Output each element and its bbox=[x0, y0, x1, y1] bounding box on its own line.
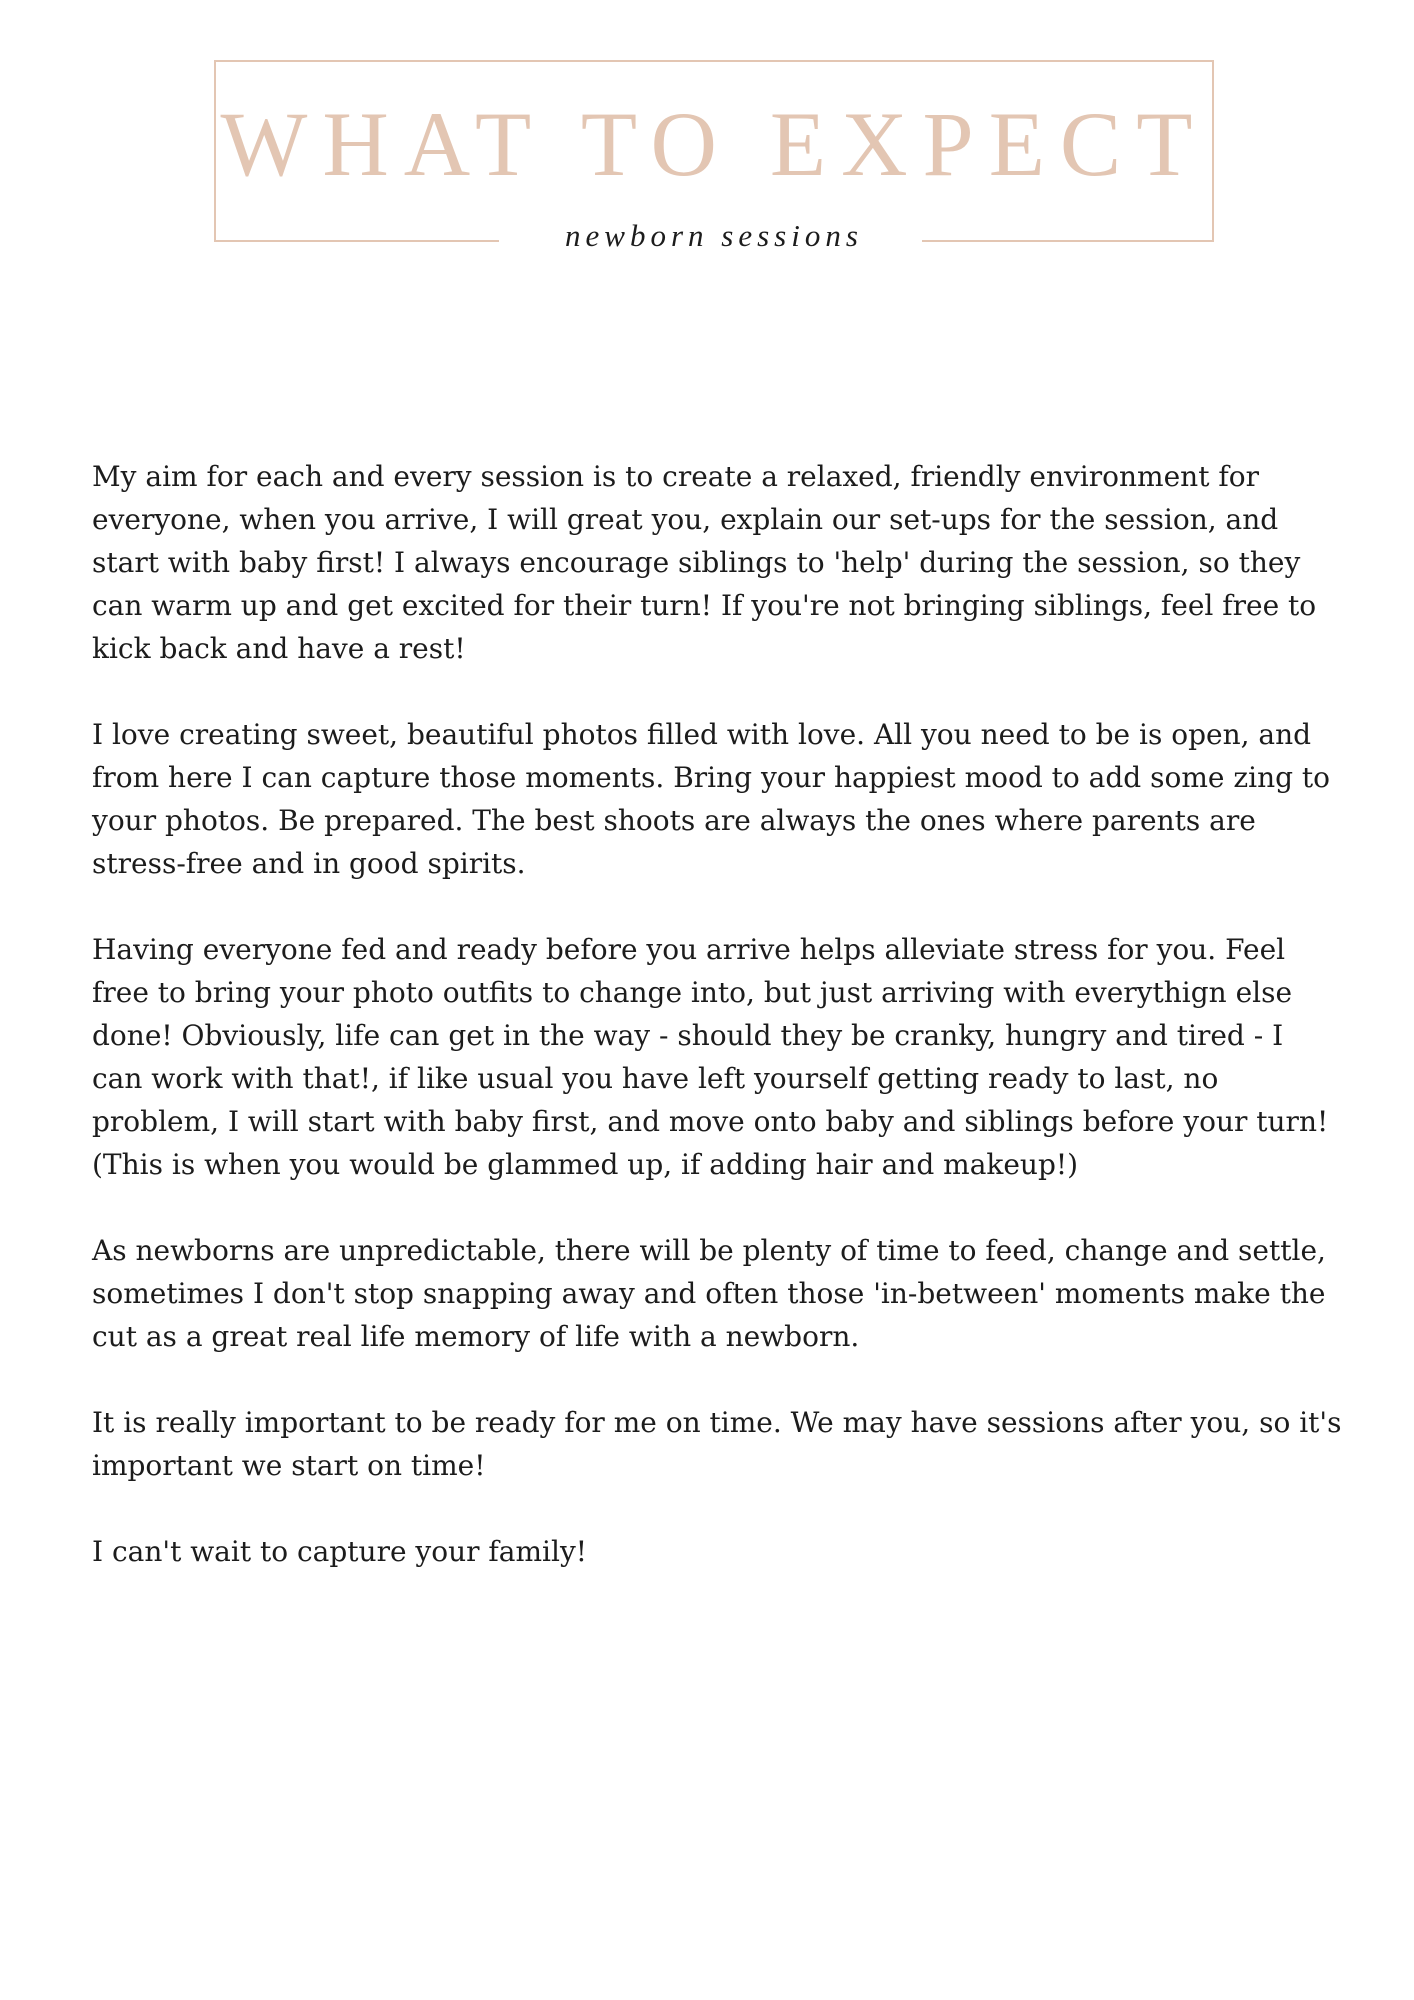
title-frame bbox=[214, 60, 1214, 253]
paragraph-timing: It is really important to be ready for me on time. We may have sessions after you, so it's important we start on time! bbox=[92, 1406, 1342, 1482]
page-title: WHAT TO EXPECT bbox=[220, 93, 1208, 195]
paragraph-newborns: As newborns are unpredictable, there will be plenty of time to feed, change and settle, sometimes I don't stop snapping away and often those 'in-between' moments make the cut as a great real life memory of life with a newborn. bbox=[92, 1234, 1326, 1353]
paragraph-closing: I can't wait to capture your family! bbox=[92, 1535, 588, 1568]
body-content bbox=[92, 455, 1342, 1616]
paragraph-intro: My aim for each and every session is to create a relaxed, friendly environment for everyone, when you arrive, I will great you, explain our set-ups for the session, and start with baby first! I always encourage siblings to 'help' during the session, so they can warm up and get excited for their turn! If you're not bringing siblings, feel free to kick back and have a rest! bbox=[92, 460, 1317, 665]
page-subtitle: newborn sessions bbox=[565, 218, 863, 253]
paragraph-preparation: Having everyone fed and ready before you arrive helps alleviate stress for you. Feel free to bring your photo outfits to change into, but just arriving with everythign else done! Obviously, life can get in the way - should they be cranky, hungry and tired - I can work with that!, if like usual you have left yourself getting ready to last, no problem, I will start with baby first, and move onto baby and siblings before your turn! (This is when you would be glammed up, if adding hair and makeup!) bbox=[92, 933, 1329, 1181]
paragraph-photos: I love creating sweet, beautiful photos filled with love. All you need to be is open, and from here I can capture those moments. Bring your happiest mood to add some zing to your photos. Be prepared. The best shoots are always the ones where parents are stress-free and in good spirits. bbox=[92, 718, 1331, 880]
frame-top-border bbox=[214, 60, 1214, 62]
